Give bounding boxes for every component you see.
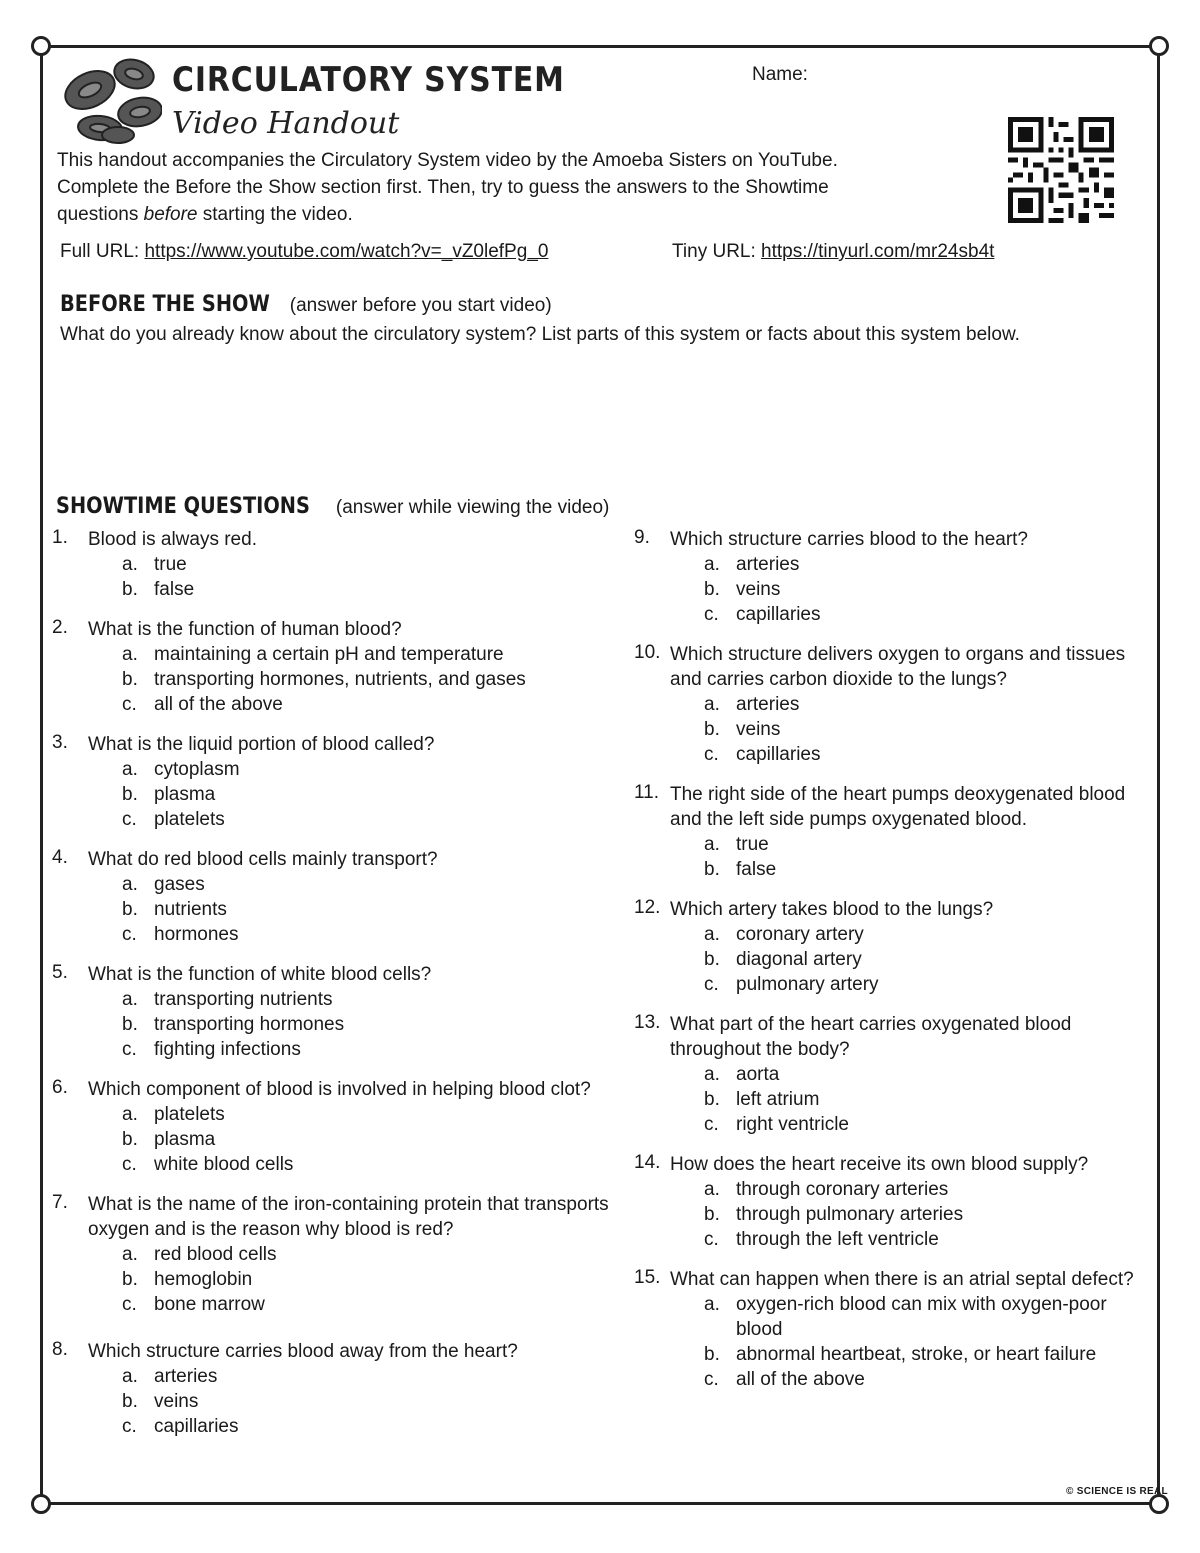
full-url-label: Full URL:: [60, 241, 140, 262]
question-text: What is the function of human blood?: [88, 619, 402, 640]
answer-option: [122, 1414, 612, 1439]
option-letter: a.: [122, 989, 138, 1010]
option-letter: b.: [704, 1344, 720, 1365]
option-letter: a.: [704, 1064, 720, 1085]
question-number: 14.: [634, 1152, 661, 1173]
option-text: through pulmonary arteries: [736, 1204, 964, 1225]
option-letter: a.: [704, 1179, 720, 1200]
option-letter: a.: [704, 554, 720, 575]
question-item: [52, 1192, 612, 1317]
option-text: veins: [154, 1391, 199, 1412]
option-letter: c.: [704, 974, 719, 995]
answer-option: [122, 692, 612, 717]
question-text: Blood is always red.: [88, 529, 257, 550]
question-item: [52, 1339, 612, 1439]
option-text: right ventricle: [736, 1114, 849, 1135]
answer-options: [122, 552, 612, 602]
answer-option: [704, 947, 1154, 972]
option-text: capillaries: [154, 1416, 239, 1437]
option-text: maintaining a certain pH and temperature: [154, 644, 504, 665]
corner-bottom-left: [31, 1494, 51, 1514]
showtime-heading: SHOWTIME QUESTIONS (answer while viewing the video): [56, 494, 610, 519]
question-item: [634, 897, 1154, 997]
answer-option: [122, 642, 612, 667]
qr-code-icon: [1008, 117, 1114, 223]
answer-options: [704, 552, 1154, 627]
answer-options: [122, 987, 612, 1062]
option-letter: c.: [704, 1114, 719, 1135]
question-text: What can happen when there is an atrial septal defect?: [670, 1269, 1134, 1290]
page-title: CIRCULATORY SYSTEM: [172, 60, 565, 100]
option-text: plasma: [154, 1129, 216, 1150]
question-number: 1.: [52, 527, 68, 548]
questions-left-column: [52, 527, 612, 1439]
option-letter: a.: [122, 874, 138, 895]
option-letter: b.: [122, 1391, 138, 1412]
option-letter: b.: [122, 1269, 138, 1290]
answer-option: [704, 1367, 1154, 1392]
answer-option: [122, 577, 612, 602]
option-text: abnormal heartbeat, stroke, or heart failure: [736, 1344, 1097, 1365]
option-text: veins: [736, 579, 781, 600]
answer-option: [122, 667, 612, 692]
answer-options: [122, 642, 612, 717]
question-number: 11.: [634, 782, 660, 803]
option-text: arteries: [736, 694, 800, 715]
question-text: What do red blood cells mainly transport?: [88, 849, 438, 870]
answer-option: [122, 1389, 612, 1414]
option-letter: b.: [122, 669, 138, 690]
answer-option: [704, 1062, 1154, 1087]
corner-bottom-right: [1149, 1494, 1169, 1514]
option-text: transporting nutrients: [154, 989, 333, 1010]
option-text: capillaries: [736, 604, 821, 625]
option-text: plasma: [154, 784, 216, 805]
answer-option: [122, 1267, 612, 1292]
option-text: through the left ventricle: [736, 1229, 939, 1250]
question-item: [634, 1152, 1154, 1252]
option-letter: b.: [704, 1204, 720, 1225]
option-text: white blood cells: [154, 1154, 294, 1175]
answer-option: [122, 1102, 612, 1127]
answer-option: [122, 1037, 612, 1062]
answer-option: [704, 692, 1154, 717]
full-url-row: [60, 241, 548, 263]
option-letter: b.: [122, 899, 138, 920]
option-letter: a.: [704, 1294, 720, 1315]
answer-option: [704, 742, 1154, 767]
option-text: platelets: [154, 1104, 225, 1125]
answer-options: [704, 692, 1154, 767]
question-item: [52, 732, 612, 832]
option-letter: a.: [122, 644, 138, 665]
answer-option: [122, 1012, 612, 1037]
question-number: 7.: [52, 1192, 68, 1213]
option-text: all of the above: [154, 694, 283, 715]
question-item: [52, 847, 612, 947]
name-label: Name:: [752, 64, 808, 85]
answer-option: [704, 602, 1154, 627]
answer-option: [122, 922, 612, 947]
option-text: hemoglobin: [154, 1269, 253, 1290]
intro-paragraph: [57, 147, 987, 228]
option-text: diagonal artery: [736, 949, 862, 970]
option-text: false: [736, 859, 777, 880]
question-text: The right side of the heart pumps deoxygenated blood and the left side pumps oxygenated blood.: [670, 784, 1126, 830]
corner-top-left: [31, 36, 51, 56]
option-text: true: [736, 834, 769, 855]
answer-option: [704, 1112, 1154, 1137]
option-text: hormones: [154, 924, 239, 945]
option-text: through coronary arteries: [736, 1179, 949, 1200]
option-letter: c.: [122, 1294, 137, 1315]
option-text: gases: [154, 874, 205, 895]
before-show-prompt: What do you already know about the circulatory system? List parts of this system or facts about this system below.: [60, 324, 1020, 345]
option-text: false: [154, 579, 195, 600]
option-letter: b.: [704, 579, 720, 600]
option-letter: b.: [122, 784, 138, 805]
intro-line-3: questions before starting the video.: [57, 204, 353, 225]
option-letter: a.: [122, 554, 138, 575]
question-number: 8.: [52, 1339, 68, 1360]
option-text: fighting infections: [154, 1039, 301, 1060]
option-letter: c.: [122, 1416, 137, 1437]
tiny-url-row: [672, 241, 994, 263]
option-text: left atrium: [736, 1089, 820, 1110]
option-letter: a.: [122, 1244, 138, 1265]
answer-options: [122, 1102, 612, 1177]
answer-option: [704, 1202, 1154, 1227]
question-item: [634, 782, 1154, 882]
tiny-url-link[interactable]: https://tinyurl.com/mr24sb4t: [761, 241, 995, 262]
question-item: [634, 1012, 1154, 1137]
answer-options: [122, 757, 612, 832]
option-letter: b.: [122, 1129, 138, 1150]
answer-option: [704, 1292, 1154, 1342]
question-number: 6.: [52, 1077, 68, 1098]
option-text: coronary artery: [736, 924, 864, 945]
answer-option: [704, 717, 1154, 742]
option-letter: a.: [704, 834, 720, 855]
question-text: What is the function of white blood cells?: [88, 964, 432, 985]
option-text: cytoplasm: [154, 759, 240, 780]
question-text: Which structure delivers oxygen to organs and tissues and carries carbon dioxide to the lungs?: [670, 644, 1126, 690]
answer-option: [704, 1087, 1154, 1112]
option-letter: c.: [704, 604, 719, 625]
answer-option: [704, 972, 1154, 997]
option-letter: b.: [704, 719, 720, 740]
tiny-url-label: Tiny URL:: [672, 241, 756, 262]
question-number: 15.: [634, 1267, 661, 1288]
question-item: [52, 1077, 612, 1177]
copyright-footer: © SCIENCE IS REAL: [1066, 1486, 1168, 1497]
question-item: [634, 527, 1154, 627]
option-letter: a.: [704, 694, 720, 715]
blood-cells-illustration: [52, 50, 162, 145]
question-item: [52, 962, 612, 1062]
question-number: 10.: [634, 642, 661, 663]
option-text: nutrients: [154, 899, 227, 920]
question-item: [52, 617, 612, 717]
page-subtitle: Video Handout: [172, 106, 400, 141]
answer-options: [704, 832, 1154, 882]
question-text: Which artery takes blood to the lungs?: [670, 899, 994, 920]
option-letter: b.: [704, 859, 720, 880]
option-letter: c.: [704, 744, 719, 765]
answer-options: [704, 1062, 1154, 1137]
corner-top-right: [1149, 36, 1169, 56]
option-text: red blood cells: [154, 1244, 277, 1265]
option-text: oxygen-rich blood can mix with oxygen-poor blood: [736, 1294, 1107, 1340]
answer-option: [122, 757, 612, 782]
option-text: bone marrow: [154, 1294, 265, 1315]
answer-options: [704, 922, 1154, 997]
option-letter: c.: [122, 809, 137, 830]
answer-option: [122, 1127, 612, 1152]
full-url-link[interactable]: https://www.youtube.com/watch?v=_vZ0lefPg_0: [144, 241, 549, 262]
answer-option: [704, 1342, 1154, 1367]
answer-option: [122, 1152, 612, 1177]
answer-option: [122, 872, 612, 897]
option-text: platelets: [154, 809, 225, 830]
answer-option: [122, 552, 612, 577]
answer-options: [122, 1364, 612, 1439]
answer-option: [122, 1292, 612, 1317]
intro-line-1: This handout accompanies the Circulatory System video by the Amoeba Sisters on YouTube.: [57, 150, 838, 171]
answer-option: [122, 807, 612, 832]
answer-option: [704, 577, 1154, 602]
question-item: [634, 1267, 1154, 1392]
question-text: What is the liquid portion of blood called?: [88, 734, 435, 755]
answer-option: [704, 1227, 1154, 1252]
option-text: all of the above: [736, 1369, 865, 1390]
option-text: arteries: [736, 554, 800, 575]
option-text: transporting hormones, nutrients, and gases: [154, 669, 526, 690]
answer-option: [704, 832, 1154, 857]
answer-options: [122, 872, 612, 947]
option-letter: c.: [122, 1154, 137, 1175]
option-text: arteries: [154, 1366, 218, 1387]
answer-option: [122, 782, 612, 807]
option-text: capillaries: [736, 744, 821, 765]
answer-option: [704, 857, 1154, 882]
question-number: 9.: [634, 527, 650, 548]
question-text: Which component of blood is involved in helping blood clot?: [88, 1079, 591, 1100]
question-text: Which structure carries blood to the heart?: [670, 529, 1029, 550]
option-letter: c.: [704, 1229, 719, 1250]
answer-option: [122, 897, 612, 922]
option-text: true: [154, 554, 187, 575]
question-number: 3.: [52, 732, 68, 753]
option-letter: a.: [704, 924, 720, 945]
question-text: What is the name of the iron-containing protein that transports oxygen and is the reason why blood is red?: [88, 1194, 609, 1240]
question-item: [52, 527, 612, 602]
question-number: 13.: [634, 1012, 661, 1033]
answer-option: [704, 552, 1154, 577]
question-number: 12.: [634, 897, 661, 918]
option-letter: b.: [122, 1014, 138, 1035]
option-letter: b.: [122, 579, 138, 600]
answer-options: [122, 1242, 612, 1317]
before-show-heading: BEFORE THE SHOW (answer before you start video): [60, 292, 552, 317]
questions-right-column: [634, 527, 1154, 1392]
option-text: aorta: [736, 1064, 780, 1085]
option-letter: a.: [122, 1366, 138, 1387]
answer-option: [122, 1242, 612, 1267]
answer-options: [704, 1177, 1154, 1252]
option-letter: b.: [704, 949, 720, 970]
question-number: 2.: [52, 617, 68, 638]
answer-option: [122, 987, 612, 1012]
option-letter: a.: [122, 1104, 138, 1125]
question-text: How does the heart receive its own blood supply?: [670, 1154, 1089, 1175]
intro-line-2: Complete the Before the Show section first. Then, try to guess the answers to the Showtime: [57, 177, 829, 198]
answer-options: [704, 1292, 1154, 1392]
option-letter: a.: [122, 759, 138, 780]
question-text: Which structure carries blood away from the heart?: [88, 1341, 518, 1362]
question-number: 4.: [52, 847, 68, 868]
question-item: [634, 642, 1154, 767]
answer-option: [122, 1364, 612, 1389]
option-letter: c.: [704, 1369, 719, 1390]
option-text: veins: [736, 719, 781, 740]
question-text: What part of the heart carries oxygenated blood throughout the body?: [670, 1014, 1072, 1060]
question-number: 5.: [52, 962, 68, 983]
option-letter: b.: [704, 1089, 720, 1110]
answer-option: [704, 922, 1154, 947]
option-letter: c.: [122, 924, 137, 945]
option-text: transporting hormones: [154, 1014, 345, 1035]
option-text: pulmonary artery: [736, 974, 879, 995]
option-letter: c.: [122, 694, 137, 715]
option-letter: c.: [122, 1039, 137, 1060]
answer-option: [704, 1177, 1154, 1202]
